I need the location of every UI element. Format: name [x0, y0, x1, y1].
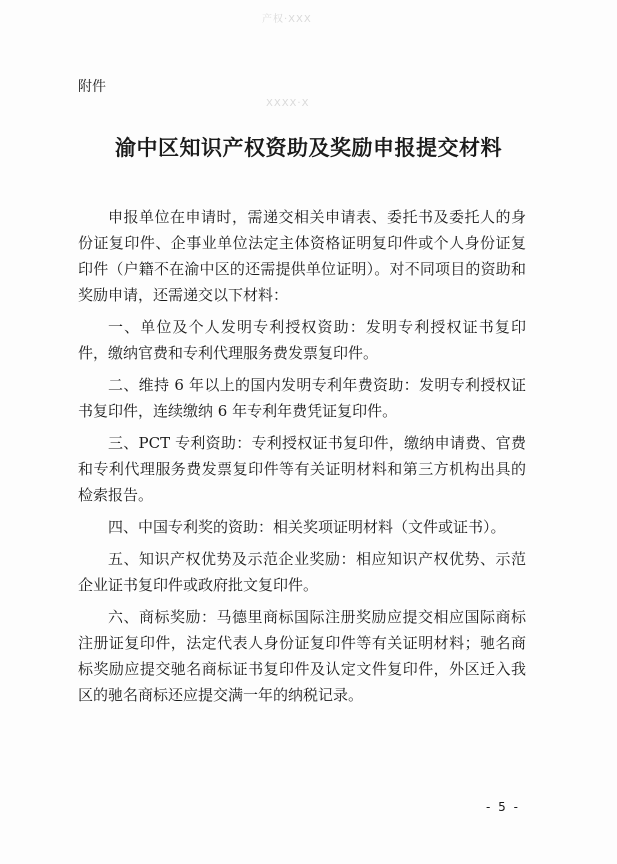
item-invention-patent: 一、单位及个人发明专利授权资助：发明专利授权证书复印件，缴纳官费和专利代理服务费发票复印件。	[78, 318, 526, 362]
document-body	[78, 204, 526, 714]
item-ip-advantage-enterprise: 五、知识产权优势及示范企业奖励：相应知识产权优势、示范企业证书复印件或政府批文复印件。	[78, 550, 526, 594]
intro-paragraph: 申报单位在申请时，需递交相关申请表、委托书及委托人的身份证复印件、企事业单位法定主体资格证明复印件或个人身份证复印件（户籍不在渝中区的还需提供单位证明）。对不同项目的资助和奖励申请，还需递交以下材料：	[78, 208, 526, 304]
item-trademark-award: 六、商标奖励：马德里商标国际注册奖励应提交相应国际商标注册证复印件，法定代表人身份证复印件等有关证明材料；驰名商标奖励应提交驰名商标证书复印件及认定文件复印件，外区迁入我区的驰名商标还应提交满一年的纳税记录。	[78, 608, 526, 704]
attachment-label: 附件	[78, 79, 106, 95]
document-title: 渝中区知识产权资助及奖励申报提交材料	[115, 135, 502, 160]
item-china-patent-award: 四、中国专利奖的资助：相关奖项证明材料（文件或证书）。	[108, 518, 506, 536]
faint-header-mark: 产权·XXX	[262, 14, 312, 25]
item-pct-patent: 三、PCT 专利资助：专利授权证书复印件，缴纳申请费、官费和专利代理服务费发票复印件等有关证明材料和第三方机构出具的检索报告。	[78, 434, 526, 504]
page-number: - 5 -	[486, 800, 520, 814]
faint-stamp-mark: XXXX·X	[266, 98, 310, 109]
item-patent-annual-fee: 二、维持 6 年以上的国内发明专利年费资助：发明专利授权证书复印件，连续缴纳 6 年专利年费凭证复印件。	[78, 376, 526, 420]
